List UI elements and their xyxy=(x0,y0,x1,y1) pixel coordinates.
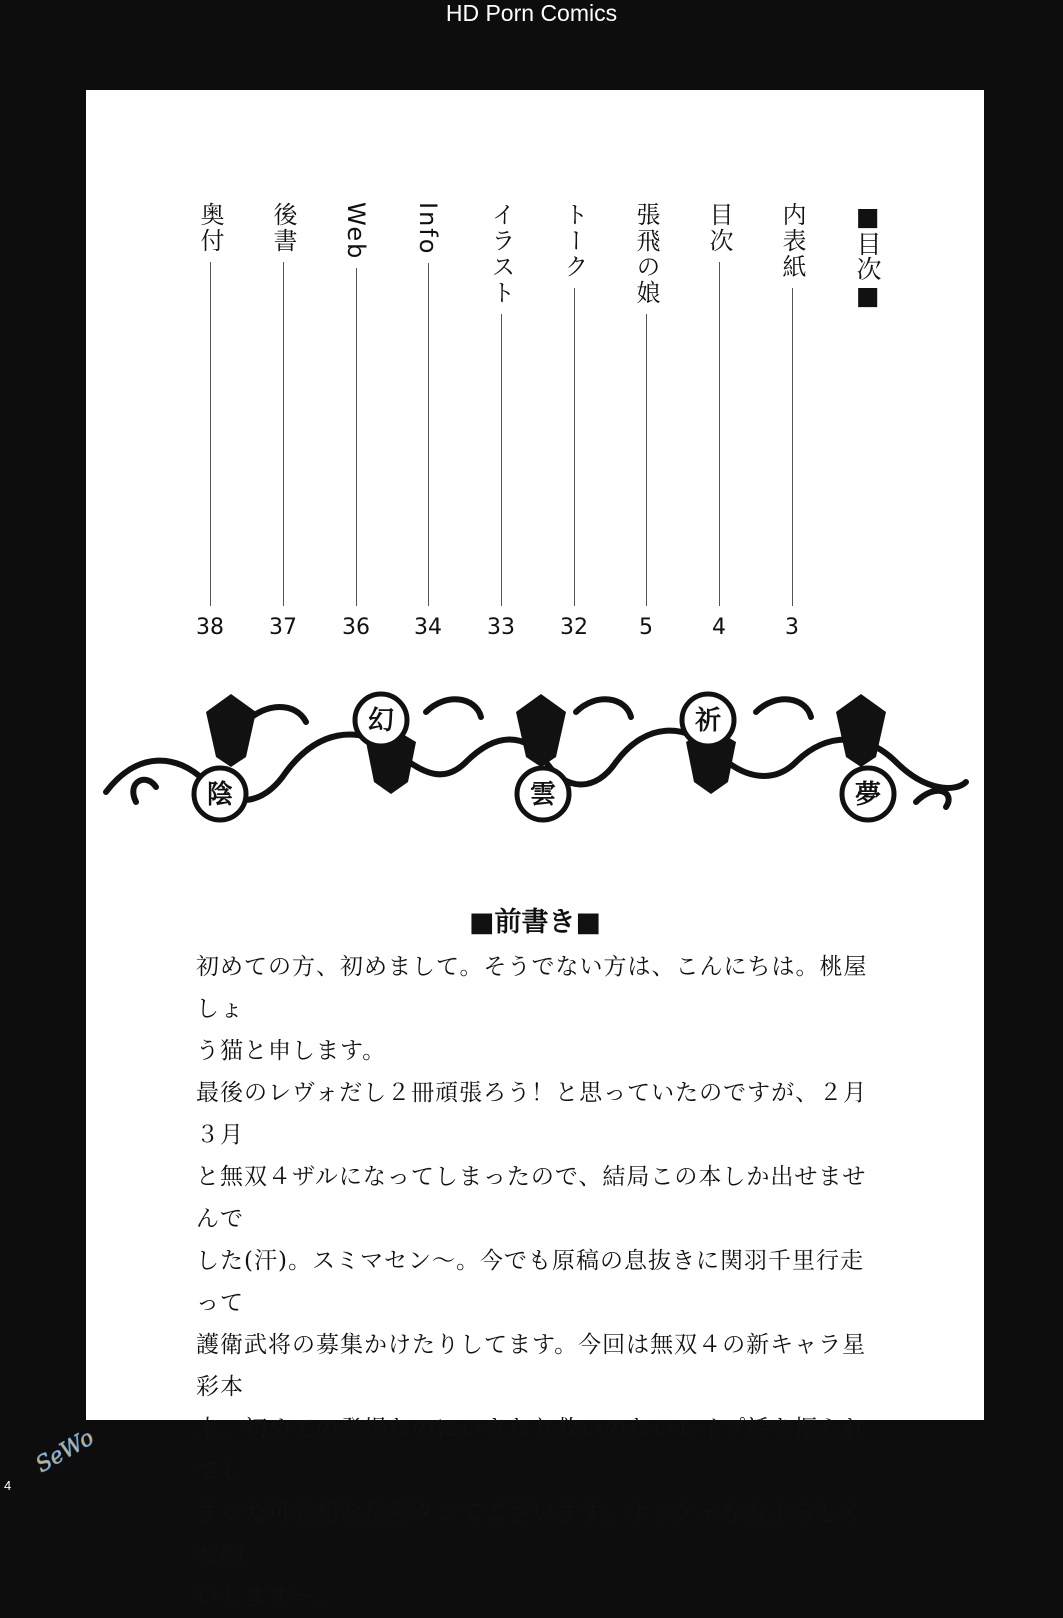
medallion-glyph: 祈 xyxy=(694,706,722,736)
toc-leader-line xyxy=(646,314,647,606)
preface-line: う猫と申します。 xyxy=(196,1038,387,1064)
toc-leader-line xyxy=(792,288,793,606)
toc-entry-page: 38 xyxy=(196,615,224,640)
toc-entry-page: 4 xyxy=(712,615,726,640)
preface-line: と無双４ザルになってしまったので、結局この本しか出せませんで xyxy=(196,1164,867,1232)
toc-entry-label: 内表紙 xyxy=(778,202,806,280)
preface-line: 護衛武将の募集かけたりしてます。今回は無双４の新キャラ星彩本 xyxy=(196,1332,867,1400)
scanner-watermark-logo xyxy=(30,1424,99,1484)
toc-entry-label: トーク xyxy=(560,202,588,280)
medallion-glyph: 幻 xyxy=(367,706,395,736)
toc-entry xyxy=(699,202,739,642)
page-number: 4 xyxy=(4,1478,12,1493)
toc-entry-label: Info xyxy=(414,202,442,256)
toc-leader-line xyxy=(428,263,429,606)
toc-entry xyxy=(626,202,666,642)
toc-entry xyxy=(481,202,521,642)
toc-entry-label: Web xyxy=(342,202,370,261)
watermark-text: SeWo xyxy=(31,1425,99,1479)
preface-line: いします～。 xyxy=(196,1584,340,1610)
toc-entry-page: 3 xyxy=(785,615,799,640)
ornament-border xyxy=(96,682,976,842)
preface-line: まった可哀想な星彩タンでございます。オッケェな方よろしくお願 xyxy=(196,1500,865,1568)
medallion-glyph: 雲 xyxy=(529,780,557,810)
preface-title: ■前書き■ xyxy=(468,907,602,938)
toc-entry-label: 奥付 xyxy=(196,202,224,254)
toc-entry-page: 33 xyxy=(487,615,515,640)
toc-entry-page: 5 xyxy=(639,615,653,640)
toc-leader-line xyxy=(719,262,720,606)
toc-entry xyxy=(263,202,303,642)
medallion-glyph: 夢 xyxy=(854,780,882,810)
toc-entry-page: 32 xyxy=(560,615,588,640)
toc-entry-label: 後書 xyxy=(269,202,297,254)
preface-line: 初めての方、初めまして。そうでない方は、こんにちは。桃屋しょ xyxy=(196,954,868,1022)
preface-line: 本。初めての登場なのにいきなり救いのないレイプ話を振られてし xyxy=(196,1416,867,1484)
toc-entry-page: 34 xyxy=(414,615,442,640)
toc-entry xyxy=(408,202,448,642)
toc-leader-line xyxy=(574,288,575,606)
toc-entry xyxy=(190,202,230,642)
toc-leader-line xyxy=(210,262,211,606)
toc-entry xyxy=(336,202,376,642)
preface-line: 最後のレヴォだし２冊頑張ろう！と思っていたのですが、２月３月 xyxy=(196,1080,868,1148)
document-page xyxy=(86,90,984,1610)
toc-entry-page: 37 xyxy=(269,615,297,640)
toc-leader-line xyxy=(501,314,502,606)
toc-entry xyxy=(554,202,594,642)
preface-line: した(汗)。スミマセン～。今でも原稿の息抜きに関羽千里行走って xyxy=(196,1248,864,1316)
site-banner: HD Porn Comics xyxy=(445,0,618,26)
preface-body xyxy=(196,946,886,1618)
toc-entry-page: 36 xyxy=(342,615,370,640)
toc-leader-line xyxy=(283,262,284,606)
medallion-glyph: 陰 xyxy=(206,780,234,810)
toc-heading: ■目次■ xyxy=(853,202,882,310)
toc-entry-label: イラスト xyxy=(487,202,515,306)
toc-entry xyxy=(772,202,812,642)
toc-entry-label: 張飛の娘 xyxy=(632,202,660,306)
toc-leader-line xyxy=(356,268,357,606)
toc-entry-label: 目次 xyxy=(705,202,733,254)
